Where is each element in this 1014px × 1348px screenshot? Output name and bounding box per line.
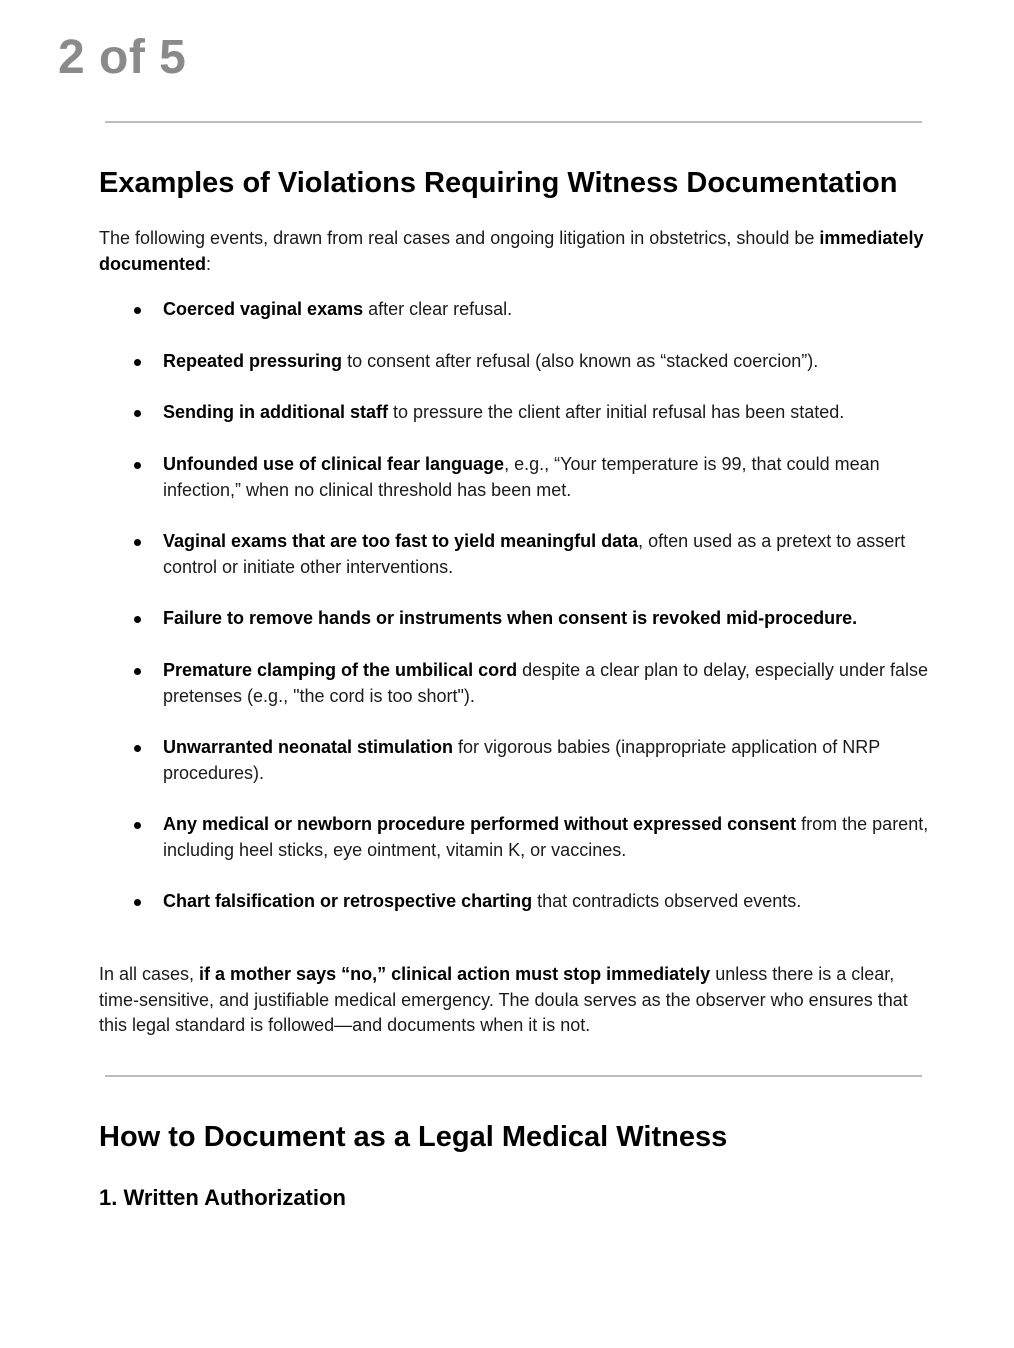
- list-item: [163, 889, 933, 915]
- divider-bottom: [105, 1075, 922, 1077]
- bullet-dot: [134, 359, 141, 366]
- intro-text: The following events, drawn from real cases and ongoing litigation in obstetrics, should be: [99, 228, 820, 248]
- item-bold: Failure to remove hands or instruments when consent is revoked mid-procedure.: [163, 608, 858, 628]
- bullet-dot: [134, 462, 141, 469]
- list-item: [163, 812, 933, 863]
- bullet-dot: [134, 539, 141, 546]
- item-bold: Repeated pressuring: [163, 351, 343, 371]
- list-item: [163, 529, 933, 580]
- item-bold: Any medical or newborn procedure performed without expressed consent: [163, 814, 797, 834]
- bullet-dot: [134, 899, 141, 906]
- closing-bold: if a mother says “no,” clinical action must stop immediately: [199, 964, 711, 984]
- intro-tail: :: [206, 253, 212, 274]
- item-bold: Vaginal exams that are too fast to yield meaningful data: [163, 531, 639, 551]
- list-item: [163, 735, 933, 786]
- list-item: [163, 400, 933, 426]
- item-bold: Unwarranted neonatal stimulation: [163, 737, 454, 757]
- bullet-dot: [134, 745, 141, 752]
- item-bold: Premature clamping of the umbilical cord: [163, 660, 518, 680]
- bullet-dot: [134, 822, 141, 829]
- closing-text: unless there is a clear, time-sensitive, and justifiable medical emergency. The doula serves as the observer who ensures that this legal standard is followed—and documents when it is not.: [99, 964, 908, 1035]
- intro-paragraph: [99, 226, 929, 277]
- divider-top: [105, 121, 922, 123]
- item-bold: Unfounded use of clinical fear language: [163, 454, 505, 474]
- bullet-dot: [134, 616, 141, 623]
- bullet-dot: [134, 668, 141, 675]
- item-text: that contradicts observed events.: [532, 891, 802, 911]
- list-item: [163, 606, 933, 632]
- item-bold: Sending in additional staff: [163, 402, 388, 422]
- item-bold: Coerced vaginal exams: [163, 299, 364, 319]
- item-text: after clear refusal.: [363, 299, 513, 319]
- page-counter: 2 of 5: [58, 31, 187, 84]
- list-item: [163, 297, 933, 323]
- item-text: to consent after refusal (also known as “stacked coercion”).: [342, 351, 819, 371]
- item-text: to pressure the client after initial refusal has been stated.: [388, 402, 845, 422]
- item-text: despite a clear plan to delay, especially under false pretenses (e.g., "the cord is too short").: [163, 660, 928, 706]
- item-text: , e.g., “Your temperature is 99, that could mean infection,” when no clinical threshold has been met.: [163, 454, 880, 500]
- intro-bold: immediately documented: [99, 228, 924, 274]
- subheading-written-authorization: 1. Written Authorization: [99, 1185, 346, 1210]
- list-item: [163, 658, 933, 709]
- item-text: from the parent, including heel sticks, eye ointment, vitamin K, or vaccines.: [163, 814, 929, 860]
- item-text: , often used as a pretext to assert control or initiate other interventions.: [163, 531, 906, 577]
- closing-pre: In all cases,: [99, 964, 200, 984]
- bullet-dot: [134, 410, 141, 417]
- bullet-dot: [134, 307, 141, 314]
- item-text: for vigorous babies (inappropriate application of NRP procedures).: [163, 737, 880, 783]
- closing-paragraph: [99, 962, 929, 1039]
- list-item: [163, 349, 933, 375]
- section-title-how-to-document: How to Document as a Legal Medical Witness: [99, 1121, 728, 1153]
- item-bold: Chart falsification or retrospective charting: [163, 891, 533, 911]
- list-item: [163, 452, 933, 503]
- section-title-violations: Examples of Violations Requiring Witness Documentation: [99, 167, 898, 199]
